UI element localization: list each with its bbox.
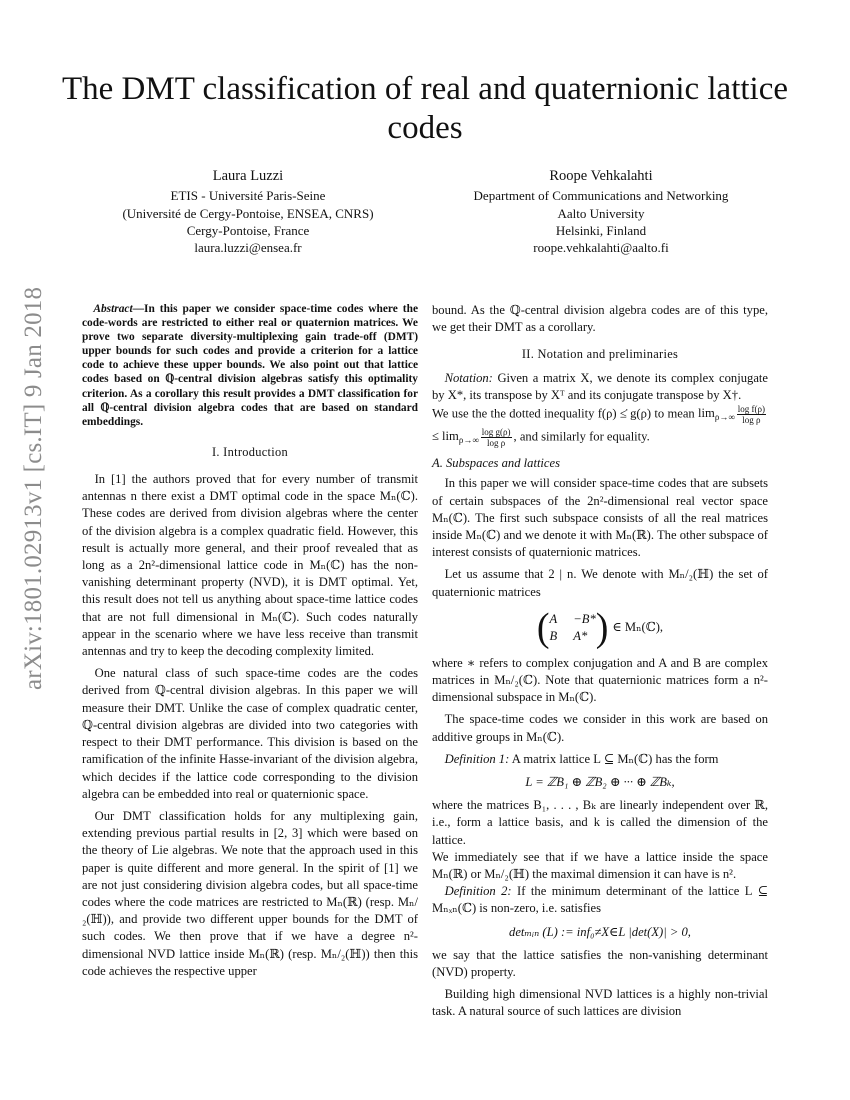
author-name: Laura Luzzi [212,168,284,184]
fraction: $\frac{\text{log f(ρ)}}{\text{log ρ}}$ [737,404,765,426]
section-heading-introduction: I. Introduction [211,444,289,459]
right-column [432,302,768,1021]
author-email[interactable]: laura.luzzi@ensea.fr [194,240,302,256]
paper-title: The DMT classification of real and quaternionic lattice codes [61,71,789,146]
paragraph: The space-time codes we consider in this work are based on additive groups in Mₙ(ℂ). [432,712,768,744]
author-affiliation: (Université de Cergy-Pontoise, ENSEA, CNRS) [122,205,374,221]
author-affiliation: Helsinki, Finland [555,222,647,238]
min-determinant-equation: detₘᵢₙ (L) := inf₀≠X∈L |det(X)| > 0, [509,924,691,939]
left-paren: ( [536,605,550,650]
abstract-text: —In this paper we consider space-time codes where the code-words are restricted to either real or quaternion matrices. We prove two separate diversity-multiplexing gain trade-off (DMT) upper bounds for such codes and provide a criterion for a lattice code to achieve these upper bounds. We also point out that lattice codes based on ℚ-central division algebras satisfy this optimality criterion. As a corollary this result provides a DMT classification for all ℚ-central division algebra codes that are based on standard embeddings. [82,303,418,428]
matrix-cell: −B* [573,611,596,626]
matrix [550,611,596,645]
author-affiliation: ETIS - Université Paris-Seine [170,188,326,204]
dotted-inequality-paragraph [432,404,768,449]
paragraph: In [1] the authors proved that for every number of transmit antennas n there exist a DMT optimal code in the space Mₙ(ℂ). These codes are derived from division algebras where the center of the division algebra is a complex quadratic field. However, this result is actually more general, and their proof revealed that as long as a 2n²-dimensional lattice code in Mₙ(ℂ) has the non-vanishing determinant property (NVD), it is DMT optimal. Yet, this result does not tell us anything about space-time lattice codes that are not full dimensional in Mₙ(ℂ). Such codes naturally appear in the scenario where we have less receive than transmit antennas and try to keep the decoding complexity limited. [82,472,418,659]
paragraph: where the matrices B₁, . . . , Bₖ are linearly independent over ℝ, i.e., form a lattice basis, and k is called the dimension of the lattice. [432,798,768,847]
abstract-label: Abstract [93,303,133,315]
notation-paragraph [432,370,768,404]
paragraph: where ∗ refers to complex conjugation and A and B are complex matrices in Mₙ/₂(ℂ). Note that quaternionic matrices form a n²-dimensional subspace in Mₙ(ℂ). [432,655,768,705]
fraction: $\frac{\text{log g(ρ)}}{\text{log ρ}}$ [481,426,511,448]
paragraph: One natural class of such space-time codes are the codes derived from ℚ-central division algebras. In this paper we will measure their DMT. Unlike the case of complex quadratic center, ℚ-central division algebras are divided into two categories with respect to their DMT performance. This division is based on the ramification of the infinite Hasse-invariant of the division algebra, which decides if the lattice code corresponding to the division algebra can be embedded into real or quaternionic space. [82,666,418,801]
matrix-cell: A [549,611,558,626]
paragraph: Building high dimensional NVD lattices is a highly non-trivial task. A natural source of such lattices are division [432,987,768,1019]
dotted-text-end: , and similarly for equality. [513,429,650,443]
author-block-2 [436,168,766,256]
lim-expression: $\lim_{\rho\to\infty}$ $\frac{\text{log f(ρ)}}{\text{log ρ}}$ ≤ $\lim_{\rho\to\infty}$ $\frac{\text{log g(ρ)}}{\text{log ρ}}$ [432,404,765,448]
subsection-heading: A. Subspaces and lattices [432,456,561,471]
definition-label: Definition 2: [444,884,512,899]
abstract [82,302,418,429]
notation-text: Given a matrix X, we denote its complex conjugate by X*, its transpose by Xᵀ and its conjugate transpose by X†. [432,370,768,402]
dotted-text: We use the the dotted inequality f(ρ) ≤̇ g(ρ) to mean [432,406,695,421]
author-affiliation: Department of Communications and Networking [473,188,729,204]
notation-label: Notation: [444,370,493,385]
matrix-cell: A* [573,628,588,643]
author-affiliation: Cergy-Pontoise, France [186,222,310,238]
paragraph: We immediately see that if we have a lattice inside the space Mₙ(ℝ) or Mₙ/₂(ℍ) the maximal dimension it can have is n². [432,849,768,882]
lattice-equation: L = ℤB₁ ⊕ ℤB₂ ⊕ ··· ⊕ ℤBₖ, [525,775,675,790]
definition-label: Definition 1: [444,751,510,766]
author-name: Roope Vehkalahti [549,168,653,184]
definition-text: A matrix lattice L ⊆ Mₙ(ℂ) has the form [509,751,719,766]
section-heading-notation: II. Notation and preliminaries [521,347,679,362]
right-paren: ) [595,605,609,650]
definition-1 [432,751,768,768]
arxiv-stamp[interactable]: arXiv:1801.02913v1 [cs.IT] 9 Jan 2018 [20,286,47,690]
author-affiliation: Aalto University [557,205,645,221]
quaternion-matrix-equation [432,605,768,650]
left-column [82,302,418,980]
paragraph: bound. As the ℚ-central division algebra codes are of this type, we get their DMT as a corollary. [432,303,768,335]
paragraph: we say that the lattice satisfies the non-vanishing determinant (NVD) property. [432,947,768,980]
matrix-cell: B [549,628,558,643]
matrix-tail: ∈ Mₙ(ℂ), [612,620,664,635]
author-block-1 [83,168,413,256]
paragraph: Let us assume that 2 | n. We denote with Mₙ/₂(ℍ) the set of quaternionic matrices [432,567,768,599]
paragraph: Our DMT classification holds for any multiplexing gain, extending previous partial results in [2, 3] which were based on the theory of Lie algebras. We note that the approach used in this paper is quite different and more general. In the spirit of [1] we are not just considering division algebra codes, but all space-time codes where the code matrices are restricted to Mₙ(ℝ) (resp. Mₙ/₂(ℍ)), and provide two different upper bounds for the DMT of such codes. We then prove that if we have a degree n²-dimensional NVD lattice inside Mₙ(ℝ) (resp. Mₙ/₂(ℍ)) then this code achieves the respective upper [82,808,418,978]
author-email[interactable]: roope.vehkalahti@aalto.fi [533,240,669,256]
definition-text: If the minimum determinant of the lattice L ⊆ Mₙₓₙ(ℂ) is non-zero, i.e. satisfies [432,884,768,916]
paragraph: In this paper we will consider space-time codes that are subsets of certain subspaces of the 2n²-dimensional real vector space Mₙ(ℂ). The first such subspace consists of all the real matrices inside Mₙ(ℂ) and we denote it with Mₙ(ℝ). The other subspace of interest consists of quaternionic matrices. [432,476,768,560]
definition-2 [432,883,768,917]
